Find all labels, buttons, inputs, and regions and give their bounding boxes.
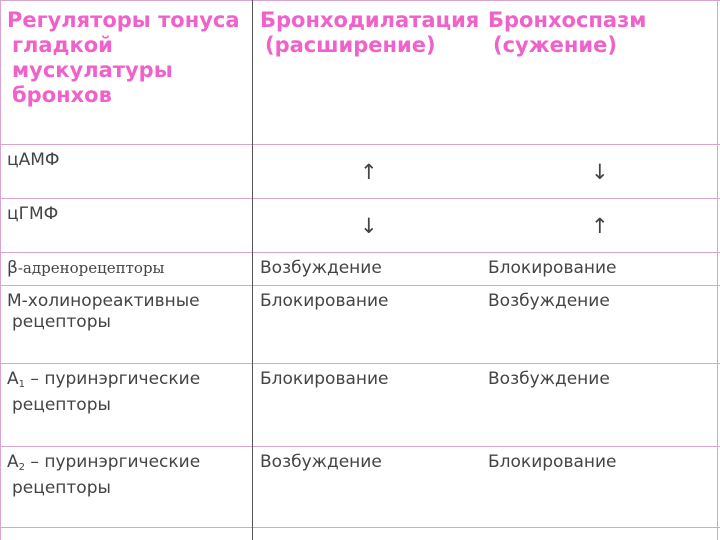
row-a1-label — [0, 363, 252, 446]
header-bronchospasm: Бронхоспазм (сужение) — [488, 8, 647, 57]
row-a2-label — [0, 446, 252, 527]
greek-beta: β — [7, 258, 18, 278]
label-sub: 2 — [18, 462, 26, 473]
label-rest: -адренорецепторы — [17, 259, 165, 277]
row-a2-spasm: Блокирование — [488, 452, 617, 472]
label-sub: 1 — [18, 379, 26, 390]
row-beta-dilation: Возбуждение — [260, 258, 382, 278]
arrow-up-icon: ↑ — [360, 160, 378, 184]
row-m-cholino-label: М-холинореактивные рецепторы — [7, 291, 200, 332]
row-beta-spasm: Блокирование — [488, 258, 617, 278]
row-m-cholino-dilation: Блокирование — [260, 291, 389, 311]
arrow-down-icon: ↓ — [360, 214, 378, 238]
label-rest: – пуринэргические рецепторы — [12, 369, 201, 415]
header-regulators: Регуляторы тонуса гладкой мускулатуры бронхов — [7, 8, 240, 107]
row-m-cholino-spasm: Возбуждение — [488, 291, 610, 311]
row-a2-dilation: Возбуждение — [260, 452, 382, 472]
arrow-up-icon: ↑ — [591, 214, 609, 238]
header-bronchodilation: Бронходилатация (расширение) — [260, 8, 480, 57]
arrow-down-icon: ↓ — [591, 160, 609, 184]
label-rest: – пуринэргические рецепторы — [12, 452, 201, 498]
row-a1-dilation: Блокирование — [260, 369, 389, 389]
label-main: А — [7, 452, 19, 472]
grid-line — [717, 0, 718, 540]
row-beta-label — [0, 252, 252, 285]
grid-line — [0, 527, 720, 528]
row-a1-spasm: Возбуждение — [488, 369, 610, 389]
label-main: А — [7, 369, 19, 389]
row-cgmp-label: цГМФ — [7, 204, 59, 224]
row-camp-label: цАМФ — [7, 150, 60, 170]
